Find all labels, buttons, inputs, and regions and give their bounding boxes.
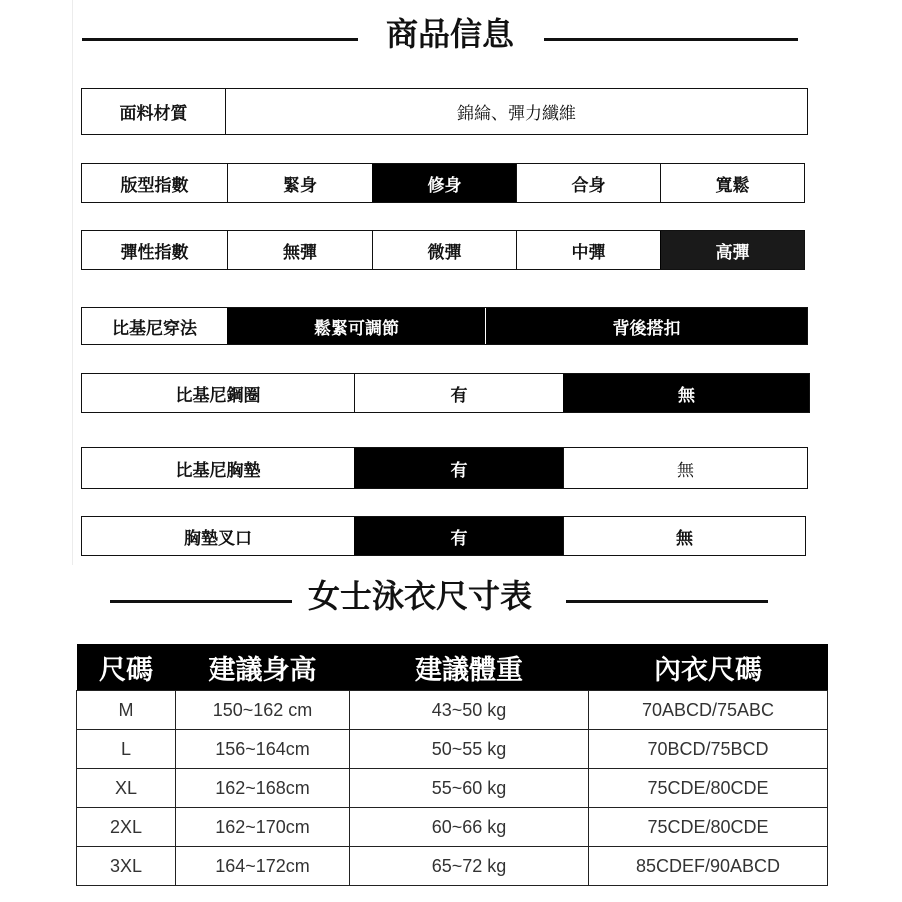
cell-bra-size: 75CDE/80CDE bbox=[589, 808, 828, 847]
table-row bbox=[77, 691, 828, 730]
cell-size: 2XL bbox=[77, 808, 176, 847]
fit-option-loose: 寬鬆 bbox=[660, 164, 804, 202]
cell-size: 3XL bbox=[77, 847, 176, 886]
elasticity-option-slight: 微彈 bbox=[372, 231, 516, 269]
fit-option-regular: 合身 bbox=[516, 164, 660, 202]
pad-option-no: 無 bbox=[563, 448, 807, 488]
cell-height: 156~164cm bbox=[176, 730, 350, 769]
size-table-header bbox=[77, 644, 828, 691]
size-title-rule-right bbox=[566, 600, 768, 603]
fit-row bbox=[81, 163, 805, 203]
table-row bbox=[77, 730, 828, 769]
header-height: 建議身高 bbox=[176, 644, 350, 691]
pad-label: 比基尼胸墊 bbox=[82, 448, 354, 488]
size-table bbox=[76, 644, 828, 886]
title-rule-right bbox=[544, 38, 798, 41]
elasticity-option-none: 無彈 bbox=[227, 231, 372, 269]
section-title-size-chart: 女士泳衣尺寸表 bbox=[307, 577, 532, 615]
table-row bbox=[77, 847, 828, 886]
wearing-row bbox=[81, 307, 808, 345]
cell-height: 164~172cm bbox=[176, 847, 350, 886]
cell-bra-size: 70BCD/75BCD bbox=[589, 730, 828, 769]
cell-bra-size: 70ABCD/75ABC bbox=[589, 691, 828, 730]
wearing-option-back-clasp: 背後搭扣 bbox=[485, 308, 807, 344]
cell-weight: 60~66 kg bbox=[350, 808, 589, 847]
elasticity-option-high: 高彈 bbox=[660, 231, 804, 269]
pad-slot-label: 胸墊叉口 bbox=[82, 517, 354, 555]
wearing-label: 比基尼穿法 bbox=[82, 308, 227, 344]
underwire-row bbox=[81, 373, 810, 413]
elasticity-option-medium: 中彈 bbox=[516, 231, 660, 269]
underwire-option-yes: 有 bbox=[354, 374, 563, 412]
fit-label: 版型指數 bbox=[82, 164, 227, 202]
wearing-option-adjustable: 鬆緊可調節 bbox=[227, 308, 485, 344]
header-size: 尺碼 bbox=[77, 644, 176, 691]
underwire-label: 比基尼鋼圈 bbox=[82, 374, 354, 412]
cell-size: XL bbox=[77, 769, 176, 808]
cell-weight: 50~55 kg bbox=[350, 730, 589, 769]
material-row bbox=[81, 88, 808, 135]
elasticity-row bbox=[81, 230, 805, 270]
table-row bbox=[77, 769, 828, 808]
cell-bra-size: 85CDEF/90ABCD bbox=[589, 847, 828, 886]
left-guide-line bbox=[72, 0, 73, 565]
cell-weight: 65~72 kg bbox=[350, 847, 589, 886]
header-weight: 建議體重 bbox=[350, 644, 589, 691]
title-rule-left bbox=[82, 38, 358, 41]
pad-option-yes: 有 bbox=[354, 448, 563, 488]
pad-row bbox=[81, 447, 808, 489]
header-bra-size: 內衣尺碼 bbox=[589, 644, 828, 691]
material-label: 面料材質 bbox=[82, 89, 225, 134]
cell-bra-size: 75CDE/80CDE bbox=[589, 769, 828, 808]
cell-size: M bbox=[77, 691, 176, 730]
table-row bbox=[77, 808, 828, 847]
pad-slot-row bbox=[81, 516, 806, 556]
elasticity-label: 彈性指數 bbox=[82, 231, 227, 269]
cell-size: L bbox=[77, 730, 176, 769]
cell-height: 150~162 cm bbox=[176, 691, 350, 730]
pad-slot-option-yes: 有 bbox=[354, 517, 563, 555]
material-value: 錦綸、彈力纖維 bbox=[225, 89, 807, 134]
section-title-product-info: 商品信息 bbox=[385, 15, 514, 53]
cell-height: 162~168cm bbox=[176, 769, 350, 808]
fit-option-slim: 修身 bbox=[372, 164, 516, 202]
fit-option-tight: 緊身 bbox=[227, 164, 372, 202]
cell-height: 162~170cm bbox=[176, 808, 350, 847]
cell-weight: 43~50 kg bbox=[350, 691, 589, 730]
underwire-option-no: 無 bbox=[563, 374, 809, 412]
pad-slot-option-no: 無 bbox=[563, 517, 805, 555]
cell-weight: 55~60 kg bbox=[350, 769, 589, 808]
size-title-rule-left bbox=[110, 600, 292, 603]
